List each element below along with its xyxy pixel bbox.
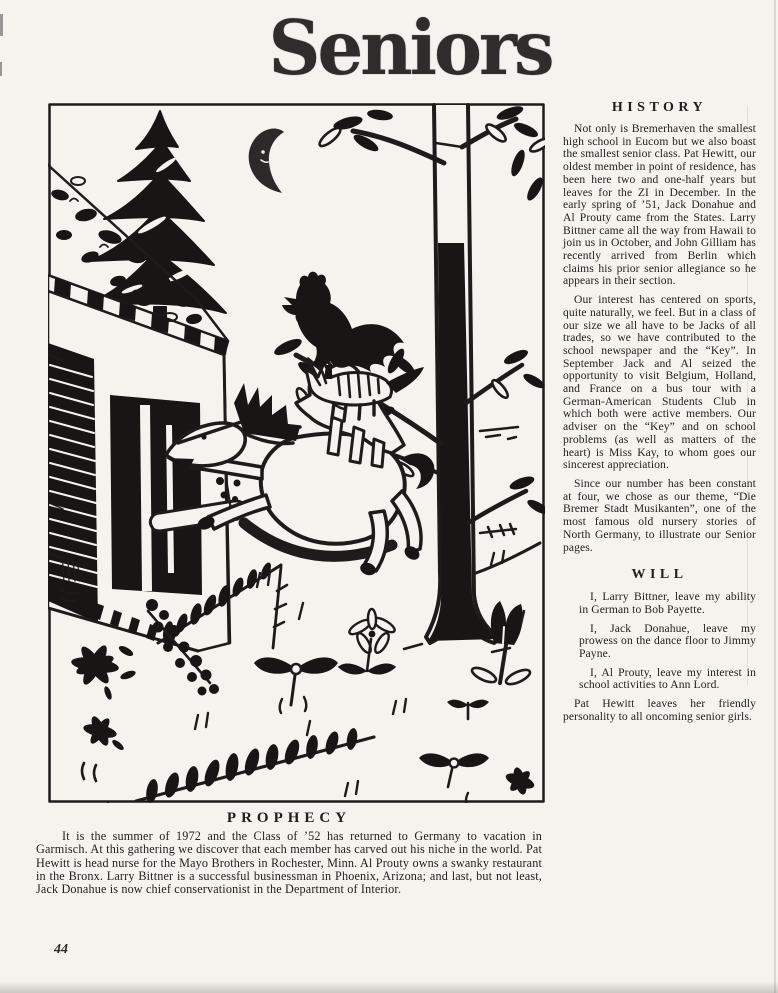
scan-speck (0, 62, 2, 76)
flower-bow-center (254, 567, 338, 713)
flower-corner (504, 766, 536, 796)
prophecy-heading: PROPHECY (226, 810, 352, 826)
prophecy-section (36, 810, 542, 896)
scan-speck (0, 14, 3, 36)
flower-spider-small (82, 714, 125, 752)
doorway (110, 395, 202, 595)
bremen-musicians-illustration (48, 103, 545, 803)
will-item: I, Al Prouty, leave my interest in school activities to Ann Lord. (579, 665, 756, 692)
page-number: 44 (54, 942, 68, 957)
history-paragraph: Our interest has centered on sports, quite naturally, we feel. But in a class of our size we all have to be Jacks of all trades, so we have contributed to the school newspaper and the “Key”. In September Jack and Al seized the opportunity to visit Belgium, Holland, and France on a bus tour with a German-American Students Club in which both were active members. Our adviser on the “Key” and on school problems (as well as matters of the heart) is Miss Kay, to whom goes our sincerest appreciation. (563, 293, 756, 472)
history-paragraph: Not only is Bremerhaven the smallest high school in Eucom but we also boast the smallest senior class. Pat Hewitt, our oldest member in point of residence, has been here two and one-half years but leaves for the ZI in December. In the early spring of ’51, Jack Donahue and Al Prouty came from the States. Larry Bittner came all the way from Hawaii to join us in October, and John Gilliam has recently arrived from Berlin which claims his prior senior allegiance so he appears in their section. (563, 122, 756, 288)
right-column (563, 100, 756, 730)
history-paragraph: Since our number has been constant at four, we chose as our theme, “Die Bremer Stadt Musikanten”, one of the most famous old nursery stories of North Germany, to illustrate our Senior pages. (563, 476, 756, 554)
prophecy-body: It is the summer of 1972 and the Class of ’52 has returned to Germany to vacation in Garmisch. At this gathering we discover that each member has carved out his niche in the world. Pat Hewitt is head nurse for the Mayo Brothers in Rochester, Minn. Al Prouty owns a swanky restaurant in the Bronx. Larry Bittner is a successful businessman in Phoenix, Arizona; and last, but not least, Jack Donahue is now chief conservationist in the Department of Interior. (36, 829, 542, 897)
fern-bottom (136, 727, 374, 803)
sprout (447, 700, 489, 719)
history-heading: HISTORY (611, 100, 708, 115)
flower-daisy (338, 609, 397, 675)
will-item: I, Jack Donahue, leave my prowess on the dance floor to Jimmy Payne. (579, 621, 756, 661)
page-title: Seniors (268, 3, 552, 92)
flower-spider-big (70, 643, 136, 701)
will-heading: WILL (631, 567, 688, 583)
will-closing: Pat Hewitt leaves her friendly personality to all oncoming senior girls. (563, 697, 756, 723)
flower-bow-right (419, 753, 489, 787)
page-edge-shadow (774, 0, 776, 993)
crescent-moon (249, 129, 284, 194)
will-item: I, Larry Bittner, leave my ability in German to Bob Payette. (579, 590, 756, 616)
